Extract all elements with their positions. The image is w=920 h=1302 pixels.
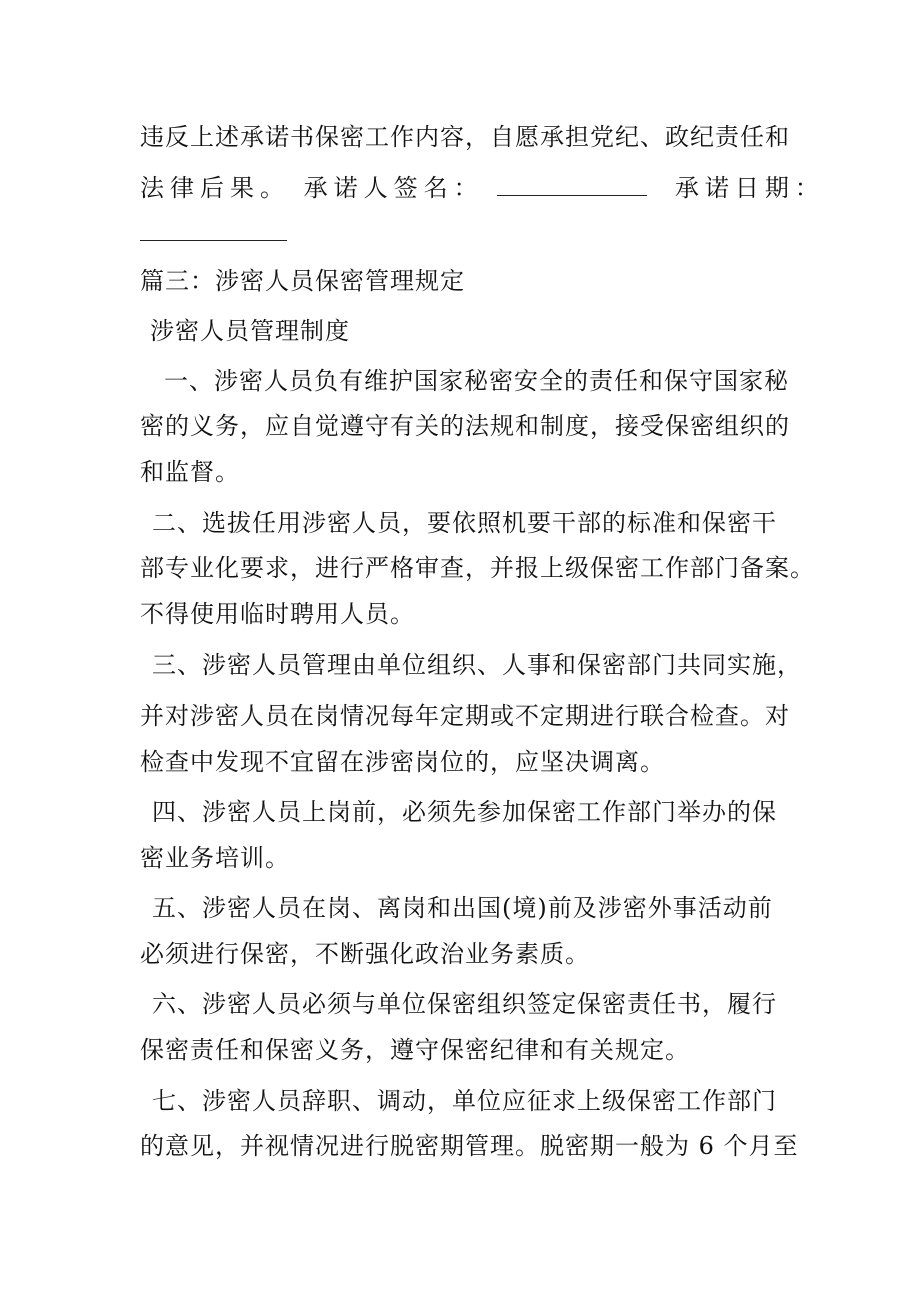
paragraph-line: 二、选拔任用涉密人员，要依照机要干部的标准和保密干 — [152, 509, 777, 537]
paragraph-line: 不得使用临时聘用人员。 — [140, 600, 415, 628]
paragraph-line: 的意见，并视情况进行脱密期管理。脱密期一般为 6 个月至 — [140, 1132, 799, 1160]
date-label: 承诺日期： — [674, 174, 825, 202]
text-line: 违反上述承诺书保密工作内容，自愿承担党纪、政纪责任和 — [140, 123, 790, 151]
paragraph-line: 部专业化要求，进行严格审查，并报上级保密工作部门备案。 — [140, 554, 815, 582]
subtitle: 涉密人员管理制度 — [150, 317, 350, 345]
paragraph-line: 密业务培训。 — [140, 844, 290, 872]
date-blank — [140, 240, 287, 241]
paragraph-line: 三、涉密人员管理由单位组织、人事和保密部门共同实施， — [152, 651, 802, 679]
paragraph-line: 密的义务，应自觉遵守有关的法规和制度，接受保密组织的 — [140, 412, 790, 440]
signature-line — [140, 173, 825, 203]
paragraph-line: 保密责任和保密义务，遵守保密纪律和有关规定。 — [140, 1036, 690, 1064]
section-title: 篇三：涉密人员保密管理规定 — [140, 267, 465, 295]
paragraph-line: 检查中发现不宜留在涉密岗位的，应坚决调离。 — [140, 748, 665, 776]
paragraph-line: 并对涉密人员在岗情况每年定期或不定期进行联合检查。对 — [140, 702, 790, 730]
signer-label: 法律后果。 承诺人签名： — [140, 174, 484, 202]
paragraph-line: 六、涉密人员必须与单位保密组织签定保密责任书，履行 — [152, 990, 777, 1018]
paragraph-line: 七、涉密人员辞职、调动，单位应征求上级保密工作部门 — [152, 1087, 777, 1115]
paragraph-line: 和监督。 — [140, 458, 240, 486]
paragraph-line: 四、涉密人员上岗前，必须先参加保密工作部门举办的保 — [152, 798, 777, 826]
signature-blank — [497, 173, 647, 196]
paragraph-line: 五、涉密人员在岗、离岗和出国(境)前及涉密外事活动前 — [152, 894, 773, 922]
paragraph-line: 必须进行保密，不断强化政治业务素质。 — [140, 940, 590, 968]
paragraph-line: 一、涉密人员负有维护国家秘密安全的责任和保守国家秘 — [164, 367, 789, 395]
